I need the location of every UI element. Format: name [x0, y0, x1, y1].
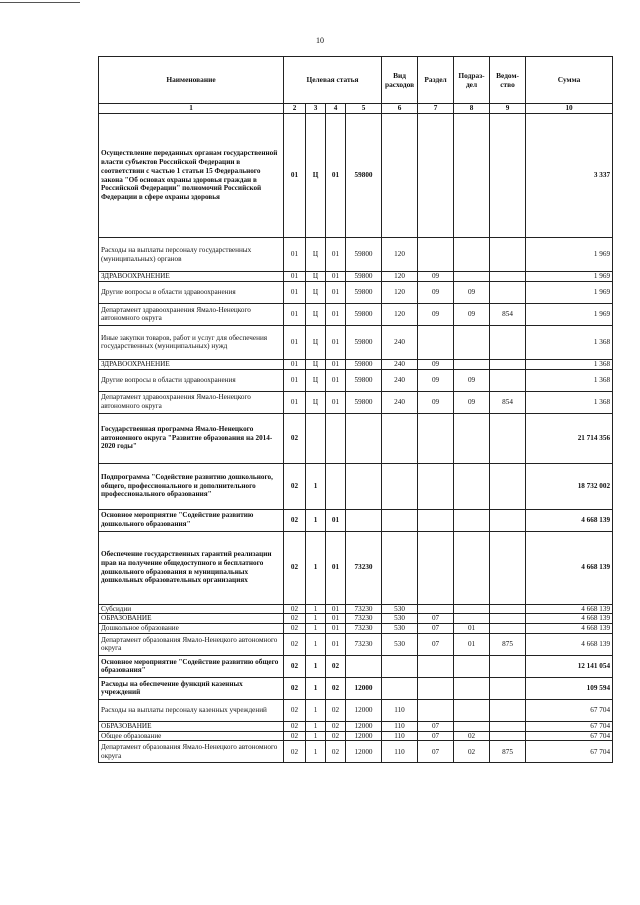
row-name: Другие вопросы в области здравоохранения — [99, 369, 284, 391]
expense-type — [382, 677, 418, 699]
column-number: 2 — [284, 104, 306, 114]
target-code-measure: 01 — [326, 604, 346, 614]
table-row — [99, 741, 613, 763]
target-code-program: 01 — [284, 238, 306, 272]
target-code-direction: 73230 — [346, 531, 382, 604]
subsection-code — [454, 114, 490, 238]
table-row — [99, 624, 613, 634]
amount: 3 337 — [526, 114, 613, 238]
expense-type: 530 — [382, 604, 418, 614]
subsection-code: 09 — [454, 391, 490, 413]
subsection-code — [454, 325, 490, 359]
target-code-program: 02 — [284, 604, 306, 614]
table-row — [99, 281, 613, 303]
target-code-subprogram: Ц — [306, 325, 326, 359]
target-code-program: 01 — [284, 281, 306, 303]
amount: 12 141 054 — [526, 655, 613, 677]
table-row — [99, 509, 613, 531]
section-code: 09 — [418, 369, 454, 391]
table-row — [99, 699, 613, 721]
target-code-direction: 59800 — [346, 303, 382, 325]
target-code-direction: 12000 — [346, 721, 382, 731]
target-code-program: 02 — [284, 509, 306, 531]
amount: 109 594 — [526, 677, 613, 699]
expense-type: 530 — [382, 614, 418, 624]
target-code-program: 01 — [284, 325, 306, 359]
amount: 1 969 — [526, 272, 613, 282]
section-code — [418, 325, 454, 359]
department-code — [490, 413, 526, 463]
target-code-program: 01 — [284, 303, 306, 325]
budget-table-body — [99, 114, 613, 763]
target-code-measure — [326, 463, 346, 509]
table-row — [99, 114, 613, 238]
section-code: 07 — [418, 731, 454, 741]
subsection-code: 09 — [454, 369, 490, 391]
header-target: Целевая статья — [284, 57, 382, 104]
target-code-program: 02 — [284, 721, 306, 731]
department-code: 854 — [490, 391, 526, 413]
target-code-direction: 12000 — [346, 677, 382, 699]
table-row — [99, 731, 613, 741]
section-code: 09 — [418, 391, 454, 413]
target-code-measure: 02 — [326, 731, 346, 741]
row-name: Дошкольное образование — [99, 624, 284, 634]
section-code: 07 — [418, 721, 454, 731]
target-code-measure: 01 — [326, 272, 346, 282]
row-name: Департамент образования Ямало-Ненецкого автономного округа — [99, 741, 284, 763]
section-code: 07 — [418, 741, 454, 763]
department-code — [490, 238, 526, 272]
target-code-subprogram: Ц — [306, 281, 326, 303]
target-code-direction: 59800 — [346, 272, 382, 282]
department-code — [490, 731, 526, 741]
target-code-subprogram: Ц — [306, 238, 326, 272]
table-row — [99, 531, 613, 604]
table-row — [99, 463, 613, 509]
expense-type: 120 — [382, 272, 418, 282]
row-name: ОБРАЗОВАНИЕ — [99, 721, 284, 731]
expense-type — [382, 509, 418, 531]
amount: 1 969 — [526, 303, 613, 325]
target-code-measure — [326, 413, 346, 463]
target-code-measure: 01 — [326, 369, 346, 391]
target-code-subprogram: Ц — [306, 272, 326, 282]
target-code-subprogram: 1 — [306, 509, 326, 531]
subsection-code — [454, 413, 490, 463]
target-code-program: 02 — [284, 614, 306, 624]
subsection-code — [454, 531, 490, 604]
target-code-program: 02 — [284, 531, 306, 604]
target-code-subprogram: 1 — [306, 604, 326, 614]
expense-type: 240 — [382, 369, 418, 391]
row-name: ЗДРАВООХРАНЕНИЕ — [99, 359, 284, 369]
table-row — [99, 303, 613, 325]
amount: 67 704 — [526, 699, 613, 721]
target-code-direction: 12000 — [346, 731, 382, 741]
department-code — [490, 272, 526, 282]
amount: 1 368 — [526, 369, 613, 391]
target-code-direction: 59800 — [346, 391, 382, 413]
column-number: 7 — [418, 104, 454, 114]
target-code-direction: 59800 — [346, 238, 382, 272]
row-name: ЗДРАВООХРАНЕНИЕ — [99, 272, 284, 282]
target-code-measure: 01 — [326, 633, 346, 655]
table-row — [99, 604, 613, 614]
column-number: 8 — [454, 104, 490, 114]
target-code-direction: 73230 — [346, 624, 382, 634]
section-code — [418, 238, 454, 272]
column-number: 4 — [326, 104, 346, 114]
department-code — [490, 463, 526, 509]
target-code-subprogram: 1 — [306, 531, 326, 604]
amount: 4 668 139 — [526, 509, 613, 531]
expense-type: 240 — [382, 325, 418, 359]
target-code-direction: 59800 — [346, 114, 382, 238]
target-code-program: 01 — [284, 359, 306, 369]
section-code: 07 — [418, 624, 454, 634]
target-code-measure: 01 — [326, 325, 346, 359]
section-code — [418, 699, 454, 721]
table-row — [99, 369, 613, 391]
target-code-direction: 73230 — [346, 614, 382, 624]
expense-type: 110 — [382, 741, 418, 763]
header-summa: Сумма — [526, 57, 613, 104]
department-code: 875 — [490, 741, 526, 763]
column-number: 1 — [99, 104, 284, 114]
row-name: ОБРАЗОВАНИЕ — [99, 614, 284, 624]
target-code-subprogram: Ц — [306, 369, 326, 391]
target-code-subprogram: Ц — [306, 359, 326, 369]
target-code-program: 02 — [284, 624, 306, 634]
section-code: 09 — [418, 359, 454, 369]
target-code-subprogram: 1 — [306, 677, 326, 699]
target-code-direction — [346, 509, 382, 531]
target-code-program: 01 — [284, 369, 306, 391]
expense-type — [382, 114, 418, 238]
page-number: 10 — [316, 36, 324, 45]
subsection-code — [454, 272, 490, 282]
subsection-code: 02 — [454, 741, 490, 763]
row-name: Департамент здравоохранения Ямало-Ненецкого автономного округа — [99, 303, 284, 325]
amount: 4 668 139 — [526, 614, 613, 624]
expense-type — [382, 413, 418, 463]
table-row — [99, 391, 613, 413]
target-code-measure: 02 — [326, 677, 346, 699]
amount: 67 704 — [526, 741, 613, 763]
target-code-measure: 01 — [326, 359, 346, 369]
amount: 18 732 002 — [526, 463, 613, 509]
target-code-measure: 01 — [326, 238, 346, 272]
target-code-measure: 01 — [326, 614, 346, 624]
row-name: Департамент здравоохранения Ямало-Ненецкого автономного округа — [99, 391, 284, 413]
section-code — [418, 531, 454, 604]
target-code-measure: 02 — [326, 741, 346, 763]
target-code-subprogram: 1 — [306, 721, 326, 731]
expense-type — [382, 531, 418, 604]
target-code-program: 02 — [284, 699, 306, 721]
row-name: Департамент образования Ямало-Ненецкого автономного округа — [99, 633, 284, 655]
target-code-program: 01 — [284, 391, 306, 413]
target-code-direction — [346, 655, 382, 677]
section-code — [418, 604, 454, 614]
subsection-code — [454, 677, 490, 699]
target-code-subprogram — [306, 413, 326, 463]
target-code-subprogram: 1 — [306, 633, 326, 655]
department-code — [490, 531, 526, 604]
target-code-measure: 01 — [326, 303, 346, 325]
target-code-program: 02 — [284, 633, 306, 655]
row-name: Обеспечение государственных гарантий реализации прав на получение общедоступного и бесплатного дошкольного образования в муниципальных дошкольных образовательных организациях — [99, 531, 284, 604]
target-code-measure: 01 — [326, 114, 346, 238]
amount: 4 668 139 — [526, 604, 613, 614]
subsection-code — [454, 721, 490, 731]
subsection-code — [454, 463, 490, 509]
target-code-direction: 59800 — [346, 281, 382, 303]
subsection-code: 09 — [454, 281, 490, 303]
column-number: 6 — [382, 104, 418, 114]
expense-type: 240 — [382, 359, 418, 369]
target-code-direction: 59800 — [346, 369, 382, 391]
subsection-code: 09 — [454, 303, 490, 325]
amount: 4 668 139 — [526, 624, 613, 634]
table-row — [99, 359, 613, 369]
header-vedomstvo: Ведом-ство — [490, 57, 526, 104]
expense-type: 110 — [382, 731, 418, 741]
subsection-code — [454, 614, 490, 624]
target-code-measure: 01 — [326, 391, 346, 413]
department-code — [490, 509, 526, 531]
section-code: 09 — [418, 272, 454, 282]
amount: 4 668 139 — [526, 531, 613, 604]
section-code — [418, 509, 454, 531]
subsection-code: 01 — [454, 633, 490, 655]
expense-type: 530 — [382, 624, 418, 634]
target-code-subprogram: 1 — [306, 699, 326, 721]
target-code-subprogram: 1 — [306, 624, 326, 634]
department-code — [490, 359, 526, 369]
target-code-direction: 12000 — [346, 699, 382, 721]
department-code — [490, 624, 526, 634]
section-code: 07 — [418, 614, 454, 624]
expense-type: 120 — [382, 281, 418, 303]
subsection-code — [454, 238, 490, 272]
section-code — [418, 677, 454, 699]
expense-type: 240 — [382, 391, 418, 413]
budget-table — [98, 56, 613, 763]
target-code-direction: 73230 — [346, 633, 382, 655]
expense-type: 530 — [382, 633, 418, 655]
row-name: Подпрограмма "Содействие развитию дошкольного, общего, профессионального и дополнительного профессионального образования" — [99, 463, 284, 509]
target-code-subprogram: 1 — [306, 731, 326, 741]
header-vid: Вид расходов — [382, 57, 418, 104]
target-code-subprogram: 1 — [306, 741, 326, 763]
table-row — [99, 272, 613, 282]
target-code-program: 02 — [284, 655, 306, 677]
column-number-row — [99, 104, 613, 114]
subsection-code: 02 — [454, 731, 490, 741]
row-name: Расходы на обеспечение функций казенных учреждений — [99, 677, 284, 699]
expense-type: 120 — [382, 238, 418, 272]
row-name: Расходы на выплаты персоналу государственных (муниципальных) органов — [99, 238, 284, 272]
header-name: Наименование — [99, 57, 284, 104]
top-rule — [0, 2, 80, 3]
target-code-measure: 01 — [326, 281, 346, 303]
section-code — [418, 114, 454, 238]
subsection-code — [454, 604, 490, 614]
section-code — [418, 463, 454, 509]
column-number: 9 — [490, 104, 526, 114]
expense-type: 110 — [382, 699, 418, 721]
target-code-program: 01 — [284, 272, 306, 282]
department-code — [490, 604, 526, 614]
target-code-subprogram: 1 — [306, 655, 326, 677]
amount: 1 368 — [526, 359, 613, 369]
section-code — [418, 413, 454, 463]
department-code — [490, 699, 526, 721]
row-name: Другие вопросы в области здравоохранения — [99, 281, 284, 303]
row-name: Иные закупки товаров, работ и услуг для обеспечения государственных (муниципальных) нужд — [99, 325, 284, 359]
section-code: 07 — [418, 633, 454, 655]
target-code-subprogram: 1 — [306, 463, 326, 509]
amount: 67 704 — [526, 721, 613, 731]
department-code — [490, 369, 526, 391]
amount: 1 969 — [526, 238, 613, 272]
row-name: Государственная программа Ямало-Ненецкого автономного округа "Развитие образования на 2014-2020 годы" — [99, 413, 284, 463]
row-name: Общее образование — [99, 731, 284, 741]
expense-type: 110 — [382, 721, 418, 731]
target-code-direction: 12000 — [346, 741, 382, 763]
subsection-code — [454, 699, 490, 721]
target-code-subprogram: Ц — [306, 303, 326, 325]
section-code: 09 — [418, 303, 454, 325]
department-code — [490, 114, 526, 238]
amount: 21 714 356 — [526, 413, 613, 463]
department-code — [490, 325, 526, 359]
target-code-measure: 01 — [326, 531, 346, 604]
expense-type — [382, 655, 418, 677]
target-code-measure: 01 — [326, 624, 346, 634]
target-code-program: 02 — [284, 741, 306, 763]
column-number: 10 — [526, 104, 613, 114]
target-code-measure: 01 — [326, 509, 346, 531]
table-row — [99, 614, 613, 624]
target-code-direction: 59800 — [346, 359, 382, 369]
table-row — [99, 721, 613, 731]
target-code-direction: 73230 — [346, 604, 382, 614]
department-code — [490, 281, 526, 303]
row-name: Осуществление переданных органам государственной власти субъектов Российской Федерации в соответствии с частью 1 статьи 15 Федерального закона "Об основах охраны здоровья граждан в Российской Федерации" полномочий Российской Федерации в сфере охраны здоровья — [99, 114, 284, 238]
department-code — [490, 655, 526, 677]
column-number: 3 — [306, 104, 326, 114]
department-code — [490, 721, 526, 731]
row-name: Основное мероприятие "Содействие развитию дошкольного образования" — [99, 509, 284, 531]
target-code-subprogram: Ц — [306, 114, 326, 238]
section-code: 09 — [418, 281, 454, 303]
target-code-program: 02 — [284, 677, 306, 699]
subsection-code — [454, 359, 490, 369]
table-row — [99, 413, 613, 463]
target-code-measure: 02 — [326, 721, 346, 731]
target-code-program: 02 — [284, 731, 306, 741]
department-code — [490, 614, 526, 624]
table-row — [99, 677, 613, 699]
department-code: 875 — [490, 633, 526, 655]
amount: 67 704 — [526, 731, 613, 741]
column-number: 5 — [346, 104, 382, 114]
row-name: Основное мероприятие "Содействие развитию общего образования" — [99, 655, 284, 677]
subsection-code — [454, 509, 490, 531]
department-code: 854 — [490, 303, 526, 325]
target-code-measure: 02 — [326, 699, 346, 721]
row-name: Расходы на выплаты персоналу казенных учреждений — [99, 699, 284, 721]
target-code-program: 01 — [284, 114, 306, 238]
target-code-direction: 59800 — [346, 325, 382, 359]
header-razdel: Раздел — [418, 57, 454, 104]
table-row — [99, 655, 613, 677]
target-code-subprogram: Ц — [306, 391, 326, 413]
target-code-direction — [346, 463, 382, 509]
section-code — [418, 655, 454, 677]
header-podrazdel: Подраз-дел — [454, 57, 490, 104]
amount: 1 368 — [526, 325, 613, 359]
target-code-measure: 02 — [326, 655, 346, 677]
table-row — [99, 238, 613, 272]
table-row — [99, 633, 613, 655]
subsection-code: 01 — [454, 624, 490, 634]
amount: 1 368 — [526, 391, 613, 413]
expense-type — [382, 463, 418, 509]
target-code-program: 02 — [284, 463, 306, 509]
table-row — [99, 325, 613, 359]
row-name: Субсидии — [99, 604, 284, 614]
amount: 4 668 139 — [526, 633, 613, 655]
header-row — [99, 57, 613, 104]
subsection-code — [454, 655, 490, 677]
target-code-program: 02 — [284, 413, 306, 463]
expense-type: 120 — [382, 303, 418, 325]
target-code-subprogram: 1 — [306, 614, 326, 624]
target-code-direction — [346, 413, 382, 463]
amount: 1 969 — [526, 281, 613, 303]
department-code — [490, 677, 526, 699]
